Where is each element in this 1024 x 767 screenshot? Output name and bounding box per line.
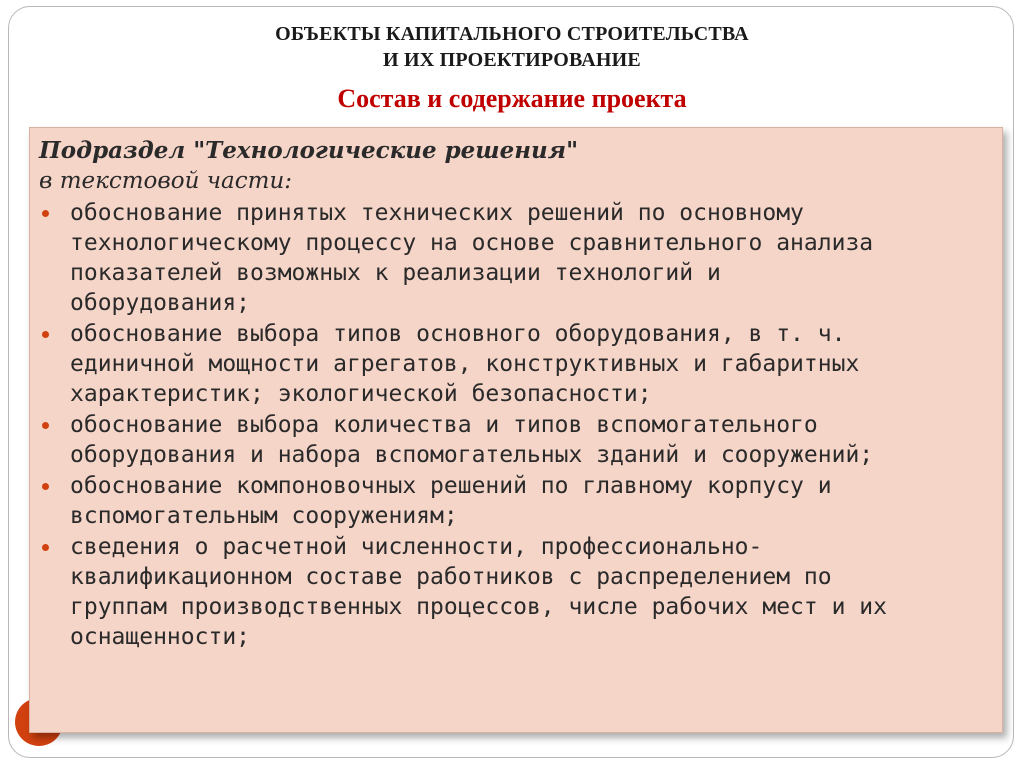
bullet-line: квалификационном составе работников с распределением по xyxy=(70,564,832,590)
bullet-line: оборудования; xyxy=(70,290,251,316)
bullet-dot-icon xyxy=(42,483,49,490)
slide-title-line-1: ОБЪЕКТЫ КАПИТАЛЬНОГО СТРОИТЕЛЬСТВА xyxy=(275,23,749,45)
slide-title-line-2: И ИХ ПРОЕКТИРОВАНИЕ xyxy=(383,49,641,71)
bullet-item xyxy=(39,532,1002,652)
bullet-line: обоснование выбора типов основного оборудования, в т. ч. xyxy=(70,321,846,347)
bullet-list xyxy=(39,198,1002,652)
slide-subtitle: Состав и содержание проекта xyxy=(337,84,687,113)
bullet-dot-icon xyxy=(42,210,49,217)
bullet-dot-icon xyxy=(42,544,49,551)
bullet-line: технологическому процессу на основе сравнительного анализа xyxy=(70,230,874,256)
bullet-item xyxy=(39,198,1002,318)
bullet-line: сведения о расчетной численности, профессионально- xyxy=(70,534,763,560)
bullet-line: группам производственных процессов, числе рабочих мест и их xyxy=(70,594,887,620)
bullet-line: оборудования и набора вспомогательных зданий и сооружений; xyxy=(70,442,874,468)
bullet-line: единичной мощности агрегатов, конструктивных и габаритных xyxy=(70,351,860,377)
bullet-item xyxy=(39,471,1002,531)
bullet-line: обоснование выбора количества и типов вспомогательного xyxy=(70,412,818,438)
bullet-line: обоснование компоновочных решений по главному корпусу и xyxy=(70,473,832,499)
section-intro: в текстовой части: xyxy=(39,168,293,194)
bullet-line: вспомогательным сооружениям; xyxy=(70,503,458,529)
bullet-item xyxy=(39,319,1002,409)
bullet-item xyxy=(39,410,1002,470)
bullet-dot-icon xyxy=(42,422,49,429)
bullet-line: обоснование принятых технических решений по основному xyxy=(70,200,804,226)
content-box xyxy=(29,127,1003,733)
section-heading: Подраздел "Технологические решения" xyxy=(39,137,579,164)
slide-header xyxy=(0,0,1024,115)
bullet-dot-icon xyxy=(42,331,49,338)
bullet-line: характеристик; экологической безопасности; xyxy=(70,381,652,407)
bullet-line: оснащенности; xyxy=(70,624,251,650)
bullet-line: показателей возможных к реализации технологий и xyxy=(70,260,721,286)
